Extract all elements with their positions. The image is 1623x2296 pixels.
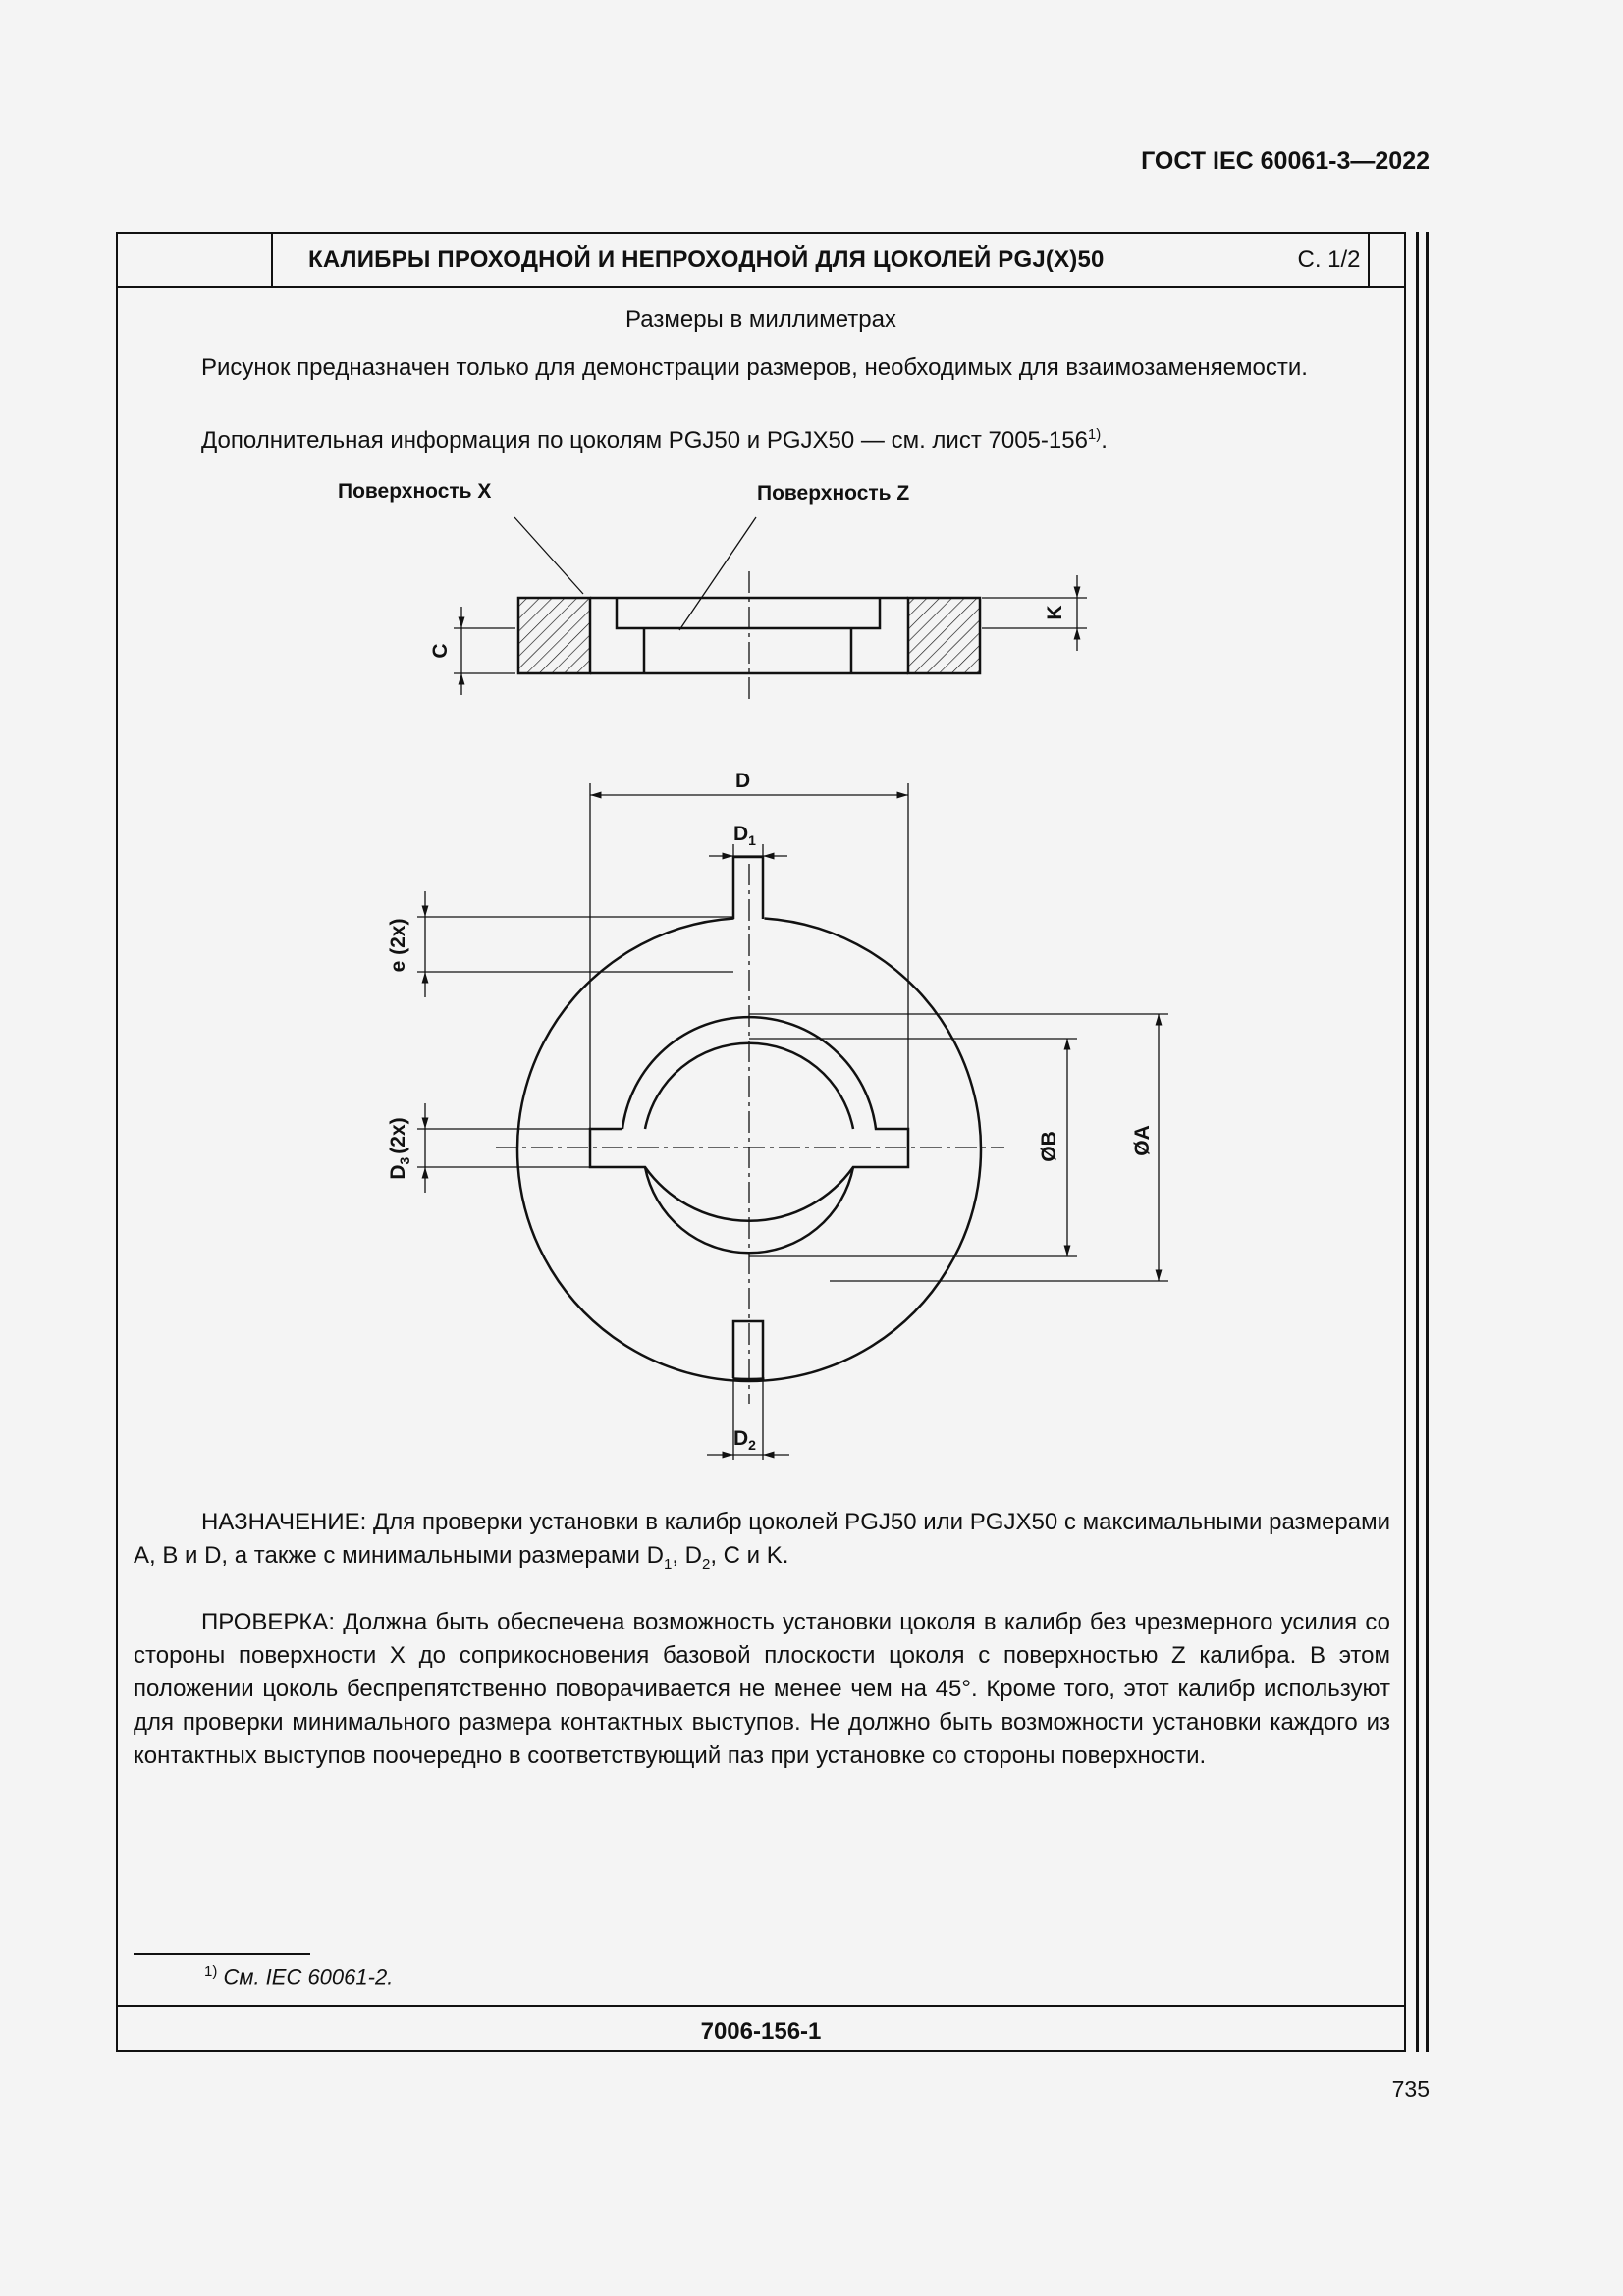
plan-view (417, 783, 1168, 1460)
purpose-paragraph: НАЗНАЧЕНИЕ: Для проверки установки в калибр цоколей PGJ50 или PGJX50 с максимальными размерами A, B и D, а также с минимальными размерами $D_1$, $D_2$, C и K. (134, 1509, 1390, 1573)
intro-paragraph-2: Дополнительная информация по цоколям PGJ50 и PGJX50 — см. лист 7005-156$^{1)}$. (201, 426, 1108, 454)
label-D3: $D_3(2x)$ (387, 1117, 412, 1180)
sheet-title: КАЛИБРЫ ПРОХОДНОЙ И НЕПРОХОДНОЙ ДЛЯ ЦОКОЛЕЙ PGJ(X)50 (273, 234, 1370, 286)
units-note: Размеры в миллиметрах (625, 306, 896, 333)
footnote: $^{1)}$ См. IEC 60061-2. (204, 1963, 394, 1990)
hatched-right (908, 598, 980, 673)
label-C: C (429, 643, 452, 659)
label-surface-z: Поверхность Z (757, 482, 910, 505)
page-number: 735 (1391, 2076, 1430, 2102)
label-D: D (735, 770, 751, 792)
label-diam-A: ØA (1131, 1125, 1154, 1156)
standard-code: ГОСТ IEC 60061-3—2022 (1141, 147, 1430, 175)
label-D2: $D_2$ (733, 1427, 756, 1453)
label-diam-B: ØB (1038, 1131, 1060, 1162)
label-D1: $D_1$ (733, 823, 756, 848)
hatched-left (518, 598, 590, 673)
section-view (454, 517, 1087, 703)
label-K: K (1044, 605, 1066, 620)
check-paragraph: ПРОВЕРКА: Должна быть обеспечена возможность установки цоколя в калибр без чрезмерного усилия со стороны поверхности X до соприкосновения базовой плоскости цоколя с поверхностью Z калибра. В этом положении цоколь беспрепятственно поворачивается не менее чем на 45°. Кроме того, этот калибр используют для проверки минимального размера контактных выступов. Не должно быть возможности установки каждого из контактных выступов поочередно в соответствующий паз при установке со стороны поверхности. (134, 1609, 1390, 1769)
sheet-page-index: С. 1/2 (1297, 245, 1361, 273)
label-surface-x: Поверхность X (338, 480, 492, 503)
label-e2x: e (2x) (387, 918, 409, 973)
sheet-number: 7006-156-1 (700, 2018, 822, 2045)
intro-paragraph-1: Рисунок предназначен только для демонстрации размеров, необходимых для взаимозаменяемости. (201, 354, 1308, 381)
